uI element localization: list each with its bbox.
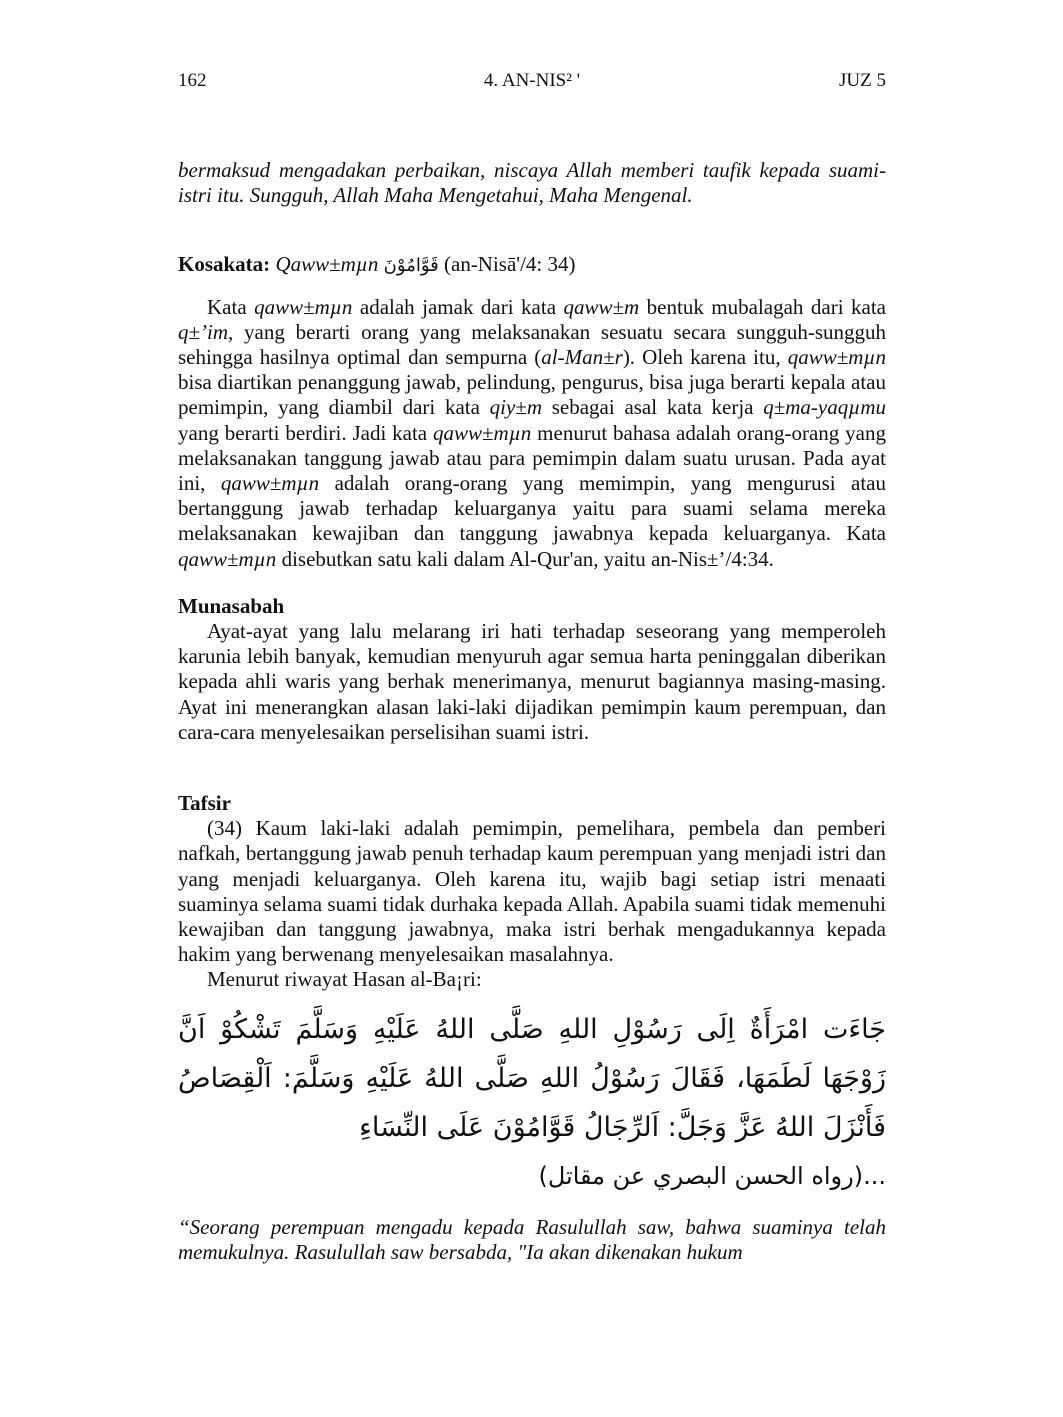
- tafsir-paragraph: (34) Kaum laki-laki adalah pemimpin, pemelihara, pembela dan pemberi nafkah, bertanggung jawab penuh terhadap kaum perempuan yang menjadi istri dan yang menjadi keluarganya. Oleh karena itu, wajib bagi setiap istri menaati suaminya selama suami tidak durhaka kepada Allah. Apabila suami tidak memenuhi kewajiban dan tanggung jawabnya, maka istri berhak mengadukannya kepada hakim yang berwenang menyelesaikan masalahnya.: [178, 816, 886, 967]
- hadith-arabic-text: جَاءَت امْرَأَةٌ اِلَى رَسُوْلِ اللهِ صَلَّى اللهُ عَلَيْهِ وَسَلَّمَ تَشْكُوْ اَنَّ زَوْجَهَا لَطَمَهَا، فَقَالَ رَسُوْلُ اللهِ صَلَّى اللهُ عَلَيْهِ وَسَلَّمَ: اَلْقِصَاصُ فَأَنْزَلَ اللهُ عَزَّ وَجَلَّ: اَلرِّجَالُ قَوَّامُوْنَ عَلَى النِّسَاءِ: [178, 1013, 886, 1143]
- page-content: [178, 158, 886, 1265]
- tafsir-riwayat-intro: Menurut riwayat Hasan al-Ba¡ri:: [207, 967, 482, 992]
- tafsir-heading: Tafsir: [178, 791, 231, 816]
- kosakata-paragraph: Kata qaww±mµn adalah jamak dari kata qaww±m bentuk mubalagah dari kata q±’im, yang berarti orang yang melaksanakan sesuatu secara sungguh-sungguh sehingga hasilnya optimal dan sempurna (al-Man±r). Oleh karena itu, qaww±mµn bisa diartikan penanggung jawab, pelindung, pengurus, bisa juga berarti kepala atau pemimpin, yang diambil dari kata qiy±m sebagai asal kata kerja q±ma-yaqµmu yang berarti berdiri. Jadi kata qaww±mµn menurut bahasa adalah orang-orang yang melaksanakan tanggung jawab atau para pemimpin dalam suatu urusan. Pada ayat ini, qaww±mµn adalah orang-orang yang memimpin, yang mengurusi atau bertanggung jawab terhadap keluarganya yaitu para suami selama mereka melaksanakan kewajiban dan tanggung jawabnya kepada keluarganya. Kata qaww±mµn disebutkan satu kali dalam Al-Qur'an, yaitu an-Nis±’/4:34.: [178, 294, 887, 571]
- intro-translation: bermaksud mengadakan perbaikan, niscaya Allah memberi taufik kepada suami-istri itu. Sungguh, Allah Maha Mengetahui, Maha Mengenal.: [178, 158, 886, 208]
- chapter-title: 4. AN-NIS² ': [483, 70, 581, 91]
- page-header: [178, 70, 886, 100]
- juz-label: JUZ 5: [839, 70, 886, 91]
- hadith-arabic: [178, 1005, 886, 1201]
- page-number: 162: [178, 70, 207, 91]
- kosakata-label: Kosakata:: [178, 252, 271, 277]
- tafsir-section: [178, 791, 886, 1265]
- munasabah-paragraph: Ayat-ayat yang lalu melarang iri hati terhadap seseorang yang memperoleh karunia lebih banyak, kemudian menyuruh agar semua harta peninggalan diberikan kepada ahli waris yang berhak menerimanya, menurut bagiannya masing-masing. Ayat ini menerangkan alasan laki-laki dijadikan pemimpin kaum perempuan, dan cara-cara menyelesaikan perselisihan suami istri.: [178, 619, 886, 744]
- munasabah-heading: Munasabah: [178, 593, 285, 618]
- kosakata-arabic: قَوَّامُوْنَ: [383, 255, 439, 277]
- kosakata-reference: (an-Nisā'/4: 34): [444, 252, 576, 277]
- munasabah-section: [178, 594, 886, 745]
- kosakata-term: Qaww±mµn: [275, 252, 379, 277]
- hadith-translation: “Seorang perempuan mengadu kepada Rasulullah saw, bahwa suaminya telah memukulnya. Rasulullah saw bersabda, "Ia akan dikenakan hukum: [178, 1214, 886, 1264]
- hadith-arabic-source: ...(رواه الحسن البصري عن مقاتل): [538, 1161, 886, 1190]
- kosakata-heading: [178, 252, 886, 278]
